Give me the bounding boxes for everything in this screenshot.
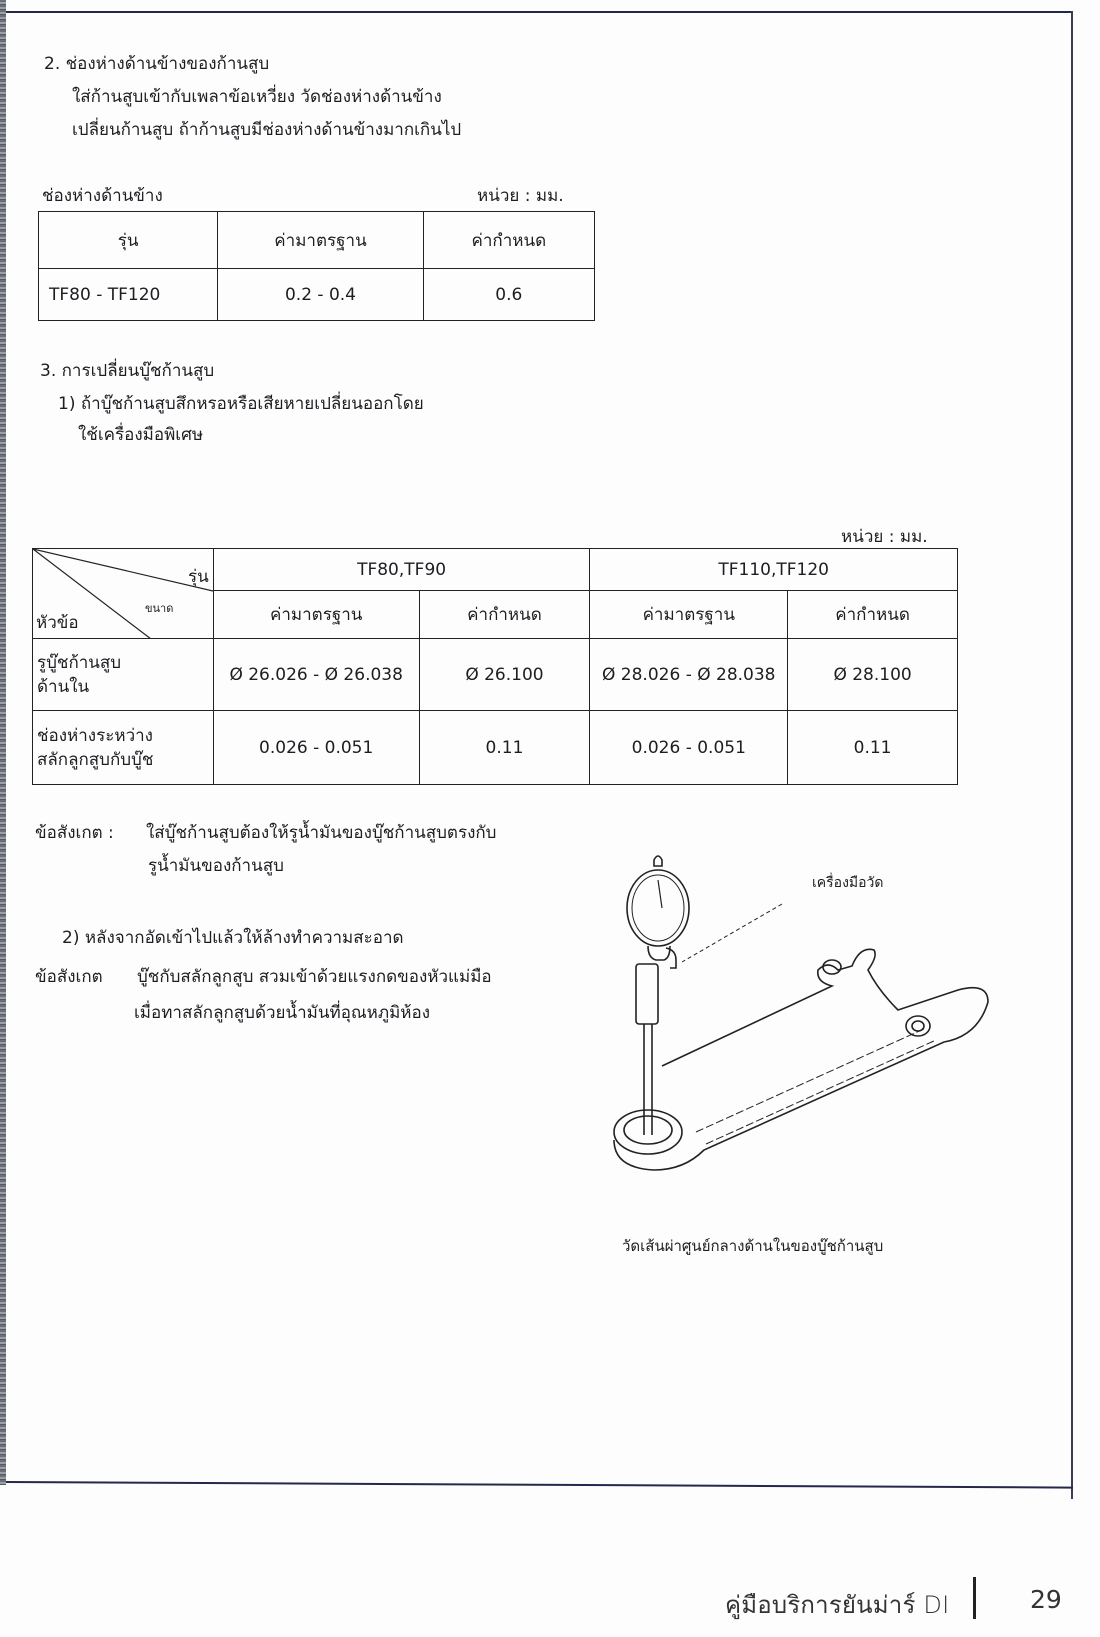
section3-step1-line1: 1) ถ้าบู๊ชก้านสูบสึกหรอหรือเสียหายเปลี่ยนออกโดย bbox=[58, 394, 424, 414]
tool-label: เครื่องมือวัด bbox=[812, 875, 884, 891]
table2-row2-label-line2: สลักลูกสูบกับบู๊ช bbox=[37, 749, 154, 770]
page-number: 29 bbox=[1030, 1585, 1062, 1614]
bushing-spec-table-wrapper bbox=[32, 548, 958, 786]
table2-row2-limit-2: 0.11 bbox=[788, 711, 958, 785]
section2-heading: 2. ช่องห่างด้านข้างของก้านสูบ bbox=[44, 54, 270, 74]
illustration-caption: วัดเส้นผ่าศูนย์กลางด้านในของบู๊ชก้านสูบ bbox=[622, 1237, 884, 1255]
manual-title: คู่มือบริการยันม่าร์ DI bbox=[725, 1591, 950, 1619]
connecting-rod-icon bbox=[614, 949, 988, 1170]
table2-row1-standard-1: Ø 26.026 - Ø 26.038 bbox=[213, 639, 419, 711]
table2-row1-label-line2: ด้านใน bbox=[37, 676, 90, 697]
table1-cell-model: TF80 - TF120 bbox=[39, 269, 218, 321]
section3-step1-line2: ใช้เครื่องมือพิเศษ bbox=[78, 425, 204, 445]
table-row bbox=[39, 269, 595, 321]
table2-subheader-limit-1: ค่ากำหนด bbox=[419, 591, 590, 639]
table2-row1-label bbox=[33, 639, 214, 711]
table2-row1-limit-1: Ø 26.100 bbox=[419, 639, 590, 711]
tool-leader-line bbox=[682, 904, 782, 962]
table2-row2-label-line1: ช่องห่างระหว่าง bbox=[37, 725, 153, 746]
dial-gauge-icon bbox=[627, 856, 689, 1135]
note1-line2: รูน้ำมันของก้านสูบ bbox=[148, 856, 284, 876]
note2-line2: เมื่อทาสลักลูกสูบด้วยน้ำมันที่อุณหภูมิห้อง bbox=[134, 1003, 431, 1023]
table2-row2-label bbox=[33, 711, 214, 785]
section3-heading: 3. การเปลี่ยนบู๊ชก้านสูบ bbox=[40, 361, 215, 381]
table1-header-row bbox=[39, 212, 595, 269]
table2-row2-standard-1: 0.026 - 0.051 bbox=[213, 711, 419, 785]
table2-corner-topic: หัวข้อ bbox=[36, 613, 79, 633]
step2-text: 2) หลังจากอัดเข้าไปแล้วให้ล้างทำความสะอาด bbox=[62, 928, 404, 948]
scan-edge bbox=[0, 0, 6, 1485]
table2-row1-label-line1: รูบู๊ชก้านสูบ bbox=[37, 652, 122, 673]
bushing-spec-table bbox=[32, 548, 958, 785]
table2-group-row bbox=[33, 549, 958, 591]
table1-header-standard: ค่ามาตรฐาน bbox=[218, 212, 423, 269]
note1-line1: ใส่บู๊ชก้านสูบต้องให้รูน้ำมันของบู๊ชก้านสูบตรงกับ bbox=[146, 823, 497, 843]
table1-unit: หน่วย : มม. bbox=[477, 186, 564, 206]
section2-line2: เปลี่ยนก้านสูบ ถ้าก้านสูบมีช่องห่างด้านข้างมากเกินไป bbox=[72, 120, 462, 140]
table-row bbox=[33, 639, 958, 711]
table2-subheader-standard-2: ค่ามาตรฐาน bbox=[590, 591, 788, 639]
table2-unit: หน่วย : มม. bbox=[841, 527, 928, 547]
table2-corner-size: ขนาด bbox=[145, 602, 174, 615]
table2-group-tf80-tf90: TF80,TF90 bbox=[213, 549, 590, 591]
table1-caption: ช่องห่างด้านข้าง bbox=[42, 186, 163, 206]
table2-row2-limit-1: 0.11 bbox=[419, 711, 590, 785]
table2-group-tf110-tf120: TF110,TF120 bbox=[590, 549, 958, 591]
table1-header-limit: ค่ากำหนด bbox=[423, 212, 594, 269]
table2-corner-cell bbox=[33, 549, 214, 639]
connecting-rod-measurement-illustration bbox=[610, 850, 1030, 1220]
table-row bbox=[33, 711, 958, 785]
table2-row1-standard-2: Ø 28.026 - Ø 28.038 bbox=[590, 639, 788, 711]
note2-label: ข้อสังเกต bbox=[35, 967, 103, 987]
page-frame-top-border bbox=[6, 11, 1072, 13]
side-clearance-table bbox=[38, 211, 595, 321]
page-frame-right-border bbox=[1071, 11, 1073, 1499]
table1-cell-limit: 0.6 bbox=[423, 269, 594, 321]
note1-label: ข้อสังเกต : bbox=[35, 823, 114, 843]
note2-line1: บู๊ชกับสลักลูกสูบ สวมเข้าด้วยแรงกดของหัวแม่มือ bbox=[137, 967, 492, 987]
page-frame-bottom-border bbox=[6, 1481, 1073, 1489]
footer-divider bbox=[973, 1577, 976, 1619]
table2-corner-model: รุ่น bbox=[188, 567, 209, 587]
table1-cell-standard: 0.2 - 0.4 bbox=[218, 269, 423, 321]
table2-subheader-limit-2: ค่ากำหนด bbox=[788, 591, 958, 639]
table2-row1-limit-2: Ø 28.100 bbox=[788, 639, 958, 711]
table2-row2-standard-2: 0.026 - 0.051 bbox=[590, 711, 788, 785]
section2-line1: ใส่ก้านสูบเข้ากับเพลาข้อเหวี่ยง วัดช่องห่างด้านข้าง bbox=[72, 87, 442, 107]
table2-subheader-standard-1: ค่ามาตรฐาน bbox=[213, 591, 419, 639]
table1-header-model: รุ่น bbox=[39, 212, 218, 269]
